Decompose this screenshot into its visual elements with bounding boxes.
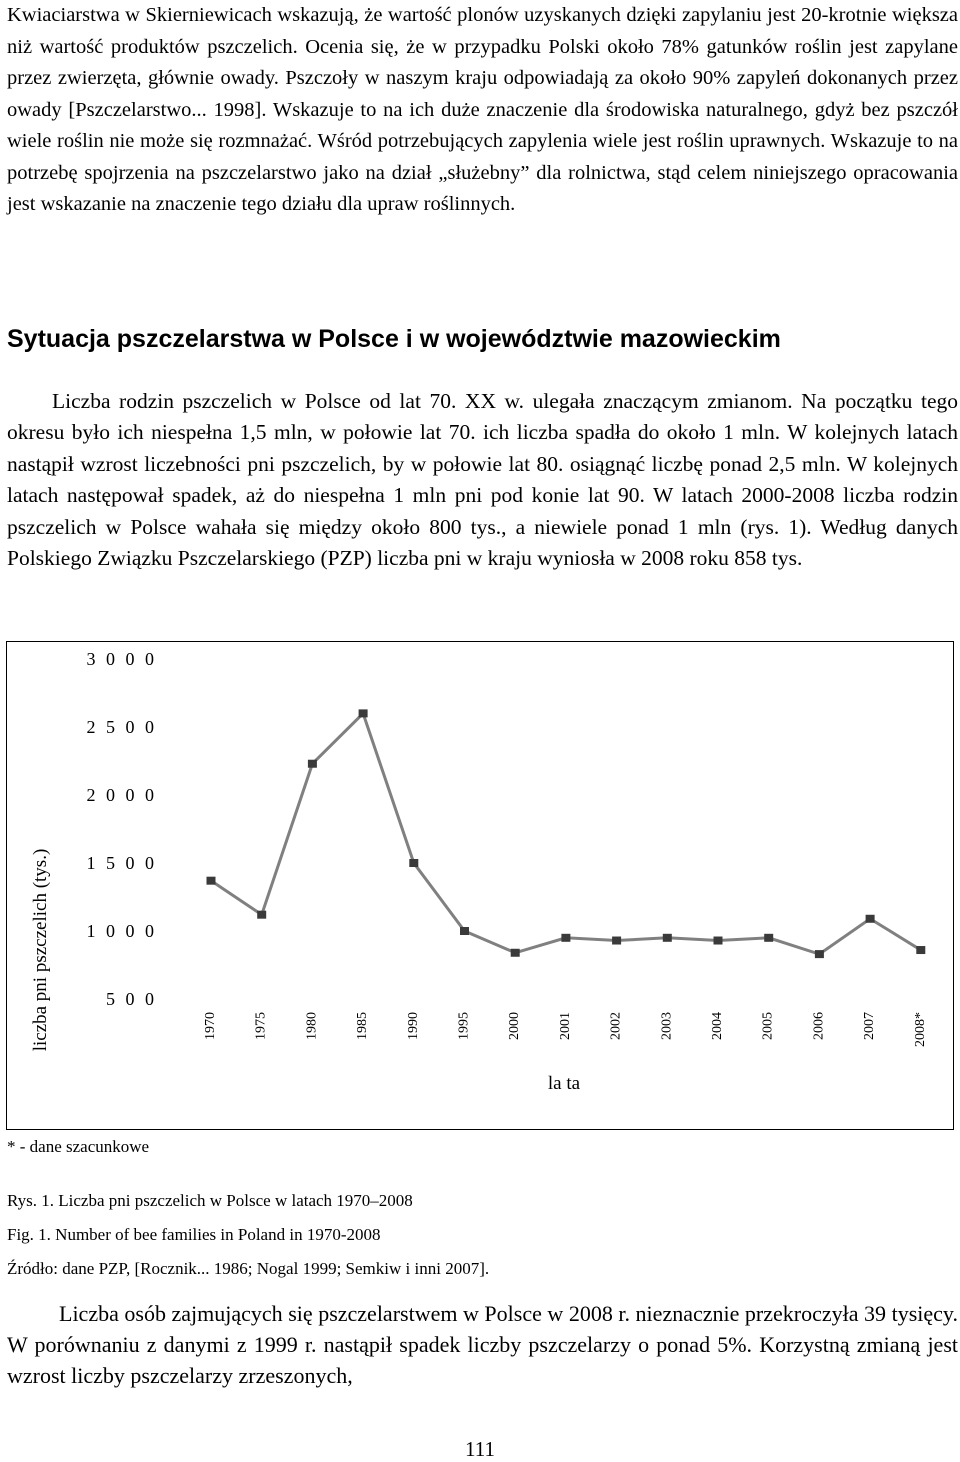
x-tick-label: 2004 [710, 1012, 725, 1040]
y-tick-label: 2 5 0 0 [86, 717, 157, 737]
x-tick-label: 2000 [507, 1012, 523, 1040]
figure-caption-en: Fig. 1. Number of bee families in Poland in 1970-2008 [7, 1225, 381, 1244]
x-tick-label: 2003 [659, 1012, 675, 1040]
data-point [409, 859, 418, 867]
x-axis-title: la ta [547, 1073, 581, 1094]
y-tick-label: 2 0 0 0 [86, 785, 157, 805]
chart-footnote: * - dane szacunkowe [7, 1137, 150, 1156]
x-tick-label: 2007 [862, 1012, 878, 1040]
series-line [211, 713, 921, 954]
chart-frame [6, 641, 954, 1130]
x-tick-label: 1970 [203, 1012, 218, 1040]
data-point [308, 760, 317, 768]
data-point [916, 946, 925, 954]
y-tick-label: 5 0 0 [106, 989, 157, 1009]
x-tick-label: 1990 [405, 1012, 421, 1040]
x-tick-label: 2006 [811, 1012, 827, 1040]
y-axis-title: liczba pni pszczelich (tys.) [30, 848, 51, 1052]
x-tick-label: 1995 [456, 1012, 472, 1040]
data-point [207, 877, 216, 885]
section-paragraph-1: Liczba rodzin pszczelich w Polsce od lat 70. XX w. ulegała znaczącym zmianom. Na początku tego okresu było ich niespełna 1,5 mln, w połowie lat 70. ich liczba spadła do około 1 mln. W kolejnych latach nastąpił wzrost liczebności pni pszczelich, by w połowie lat 80. osiągnąć liczbę ponad 2,5 mln. W kolejnych latach następował spadek, aż do niespełna 1 mln pni pod konie lat 90. W latach 2000-2008 liczba rodzin pszczelich w Polsce wahała się między około 800 tys., a niewiele ponad 1 mln (rys. 1). Według danych Polskiego Związku Pszczelarskiego (PZP) liczba pni w kraju wyniosła w 2008 roku 858 tys. [7, 389, 958, 571]
data-point [714, 937, 723, 945]
data-point [612, 937, 621, 945]
data-point [815, 950, 824, 958]
x-tick-label: 2005 [760, 1012, 776, 1040]
y-tick-label: 1 0 0 0 [86, 921, 157, 941]
data-point [257, 911, 266, 919]
figure-caption-pl: Rys. 1. Liczba pni pszczelich w Polsce w latach 1970–2008 [7, 1191, 413, 1210]
x-tick-label: 2002 [608, 1012, 624, 1040]
data-point [460, 927, 469, 935]
intro-paragraph: Kwiaciarstwa w Skierniewicach wskazują, że wartość plonów uzyskanych dzięki zapylaniu jest 20-krotnie większa niż wartość produktów pszczelich. Ocenia się, że w przypadku Polski około 78% gatunków roślin jest zapylane przez zwierzęta, głównie owady. Pszczoły w naszym kraju odpowiadają za około 90% zapyleń dokonanych przez owady [Pszczelarstwo... 1998]. Wskazuje to na ich duże znaczenie dla środowiska naturalnego, gdyż bez pszczół wiele roślin nie może się rozmnażać. Wśród potrzebujących zapylenia wiele jest roślin uprawnych. Wskazuje to na potrzebę spojrzenia na pszczelarstwo jako na dział „służebny” dla rolnictwa, stąd celem niniejszego opracowania jest wskazanie na znaczenie tego działu dla upraw roślinnych. [7, 4, 958, 215]
data-point [663, 934, 672, 942]
data-point [764, 934, 773, 942]
page-number: 111 [465, 1437, 495, 1461]
data-point [866, 915, 875, 923]
data-point [511, 949, 520, 957]
line-chart [7, 642, 953, 1129]
data-point [561, 934, 570, 942]
x-tick-label: 1980 [304, 1012, 320, 1040]
section-paragraph-2: Liczba osób zajmujących się pszczelarstwem w Polsce w 2008 r. nieznacznie przekroczyła 39 tysięcy. W porównaniu z danymi z 1999 r. nastąpił spadek liczby pszczelarzy o ponad 5%. Korzystną zmianą jest wzrost liczby pszczelarzy zrzeszonych, [7, 1301, 958, 1388]
x-tick-label: 1985 [355, 1012, 371, 1040]
y-tick-label: 1 5 0 0 [86, 853, 157, 873]
data-point [359, 709, 368, 717]
figure-source: Źródło: dane PZP, [Rocznik... 1986; Nogal 1999; Semkiw i inni 2007]. [7, 1259, 490, 1278]
x-tick-label: 2008* [912, 1012, 928, 1047]
section-heading: Sytuacja pszczelarstwa w Polsce i w województwie mazowieckim [7, 325, 781, 353]
y-tick-label: 3 0 0 0 [86, 649, 157, 669]
x-tick-label: 2001 [557, 1012, 573, 1040]
x-tick-label: 1975 [253, 1012, 269, 1040]
